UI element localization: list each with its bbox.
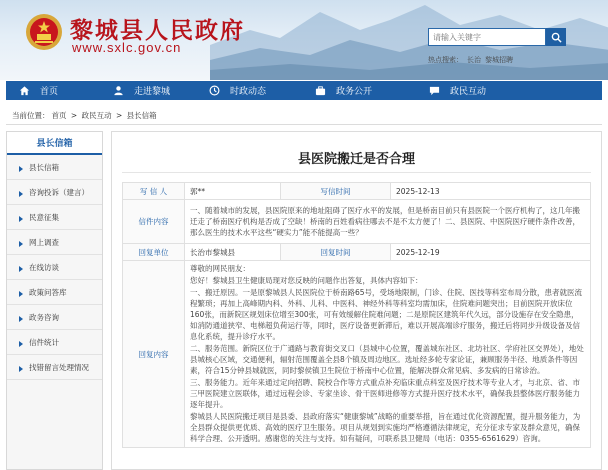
letter-table — [122, 182, 591, 448]
reply-paragraph: 您好！黎城县卫生健康局现对您反映的问题作出答复，具体内容如下： — [190, 276, 423, 285]
letter-content: 一、随着城市的发展，县医院原来的地址阻碍了医疗水平的发展，但是桥南目前只有县医院一个医疗机构了，这几年搬迁走了桥南医疗机构是否成了空缺！桥南的百姓看病往哪去不是不太方便了！二、县医院、中医院医疗硬件条件改善，那么医生的技术水平这些“硬实力”能不能提高一些？ — [185, 200, 591, 244]
reply-paragraph: 一、搬迁原因。一是原黎城县人民医院位于桥南路65号，受场地限制，门诊、住院、医技等科室布局分散，患者就医流程繁琐；再加上高峰期内科、外科、儿科、中医科、神经外科等科室均需加床，住院难问题突出；目前医院开放床位160张，而新院区规划床位增至300张，可有效缓解住院难问题；二是原院区建筑年代久远，部分设施存在安全隐患，如消防通道狭窄、电梯超负荷运行等，同时，医疗设备更新滞后，难以开展高端诊疗服务，搬迁后将同步升级设备及信息化系统，提升诊疗水平。 — [190, 288, 583, 341]
table-row — [123, 183, 591, 200]
date-label: 写信时间 — [281, 183, 391, 200]
reply-date-value: 2025-12-19 — [391, 244, 591, 261]
sidebar-item-mayor-mailbox[interactable]: 县长信箱 — [7, 155, 102, 180]
reply-unit-label: 回复单位 — [123, 244, 185, 261]
site-title: 黎城县人民政府 — [70, 17, 245, 44]
table-row — [123, 261, 591, 448]
national-emblem-icon — [24, 12, 64, 52]
nav-item-about[interactable] — [100, 81, 196, 100]
breadcrumb-link[interactable]: 首页 — [51, 111, 67, 120]
nav-item-home[interactable] — [6, 81, 100, 100]
hot-search — [428, 55, 517, 65]
reply-content-label: 回复内容 — [123, 261, 185, 448]
letter-panel — [111, 131, 602, 470]
briefcase-icon — [314, 85, 326, 97]
nav-label: 首页 — [40, 87, 59, 97]
hot-search-label: 热点搜索： — [428, 56, 463, 64]
breadcrumb — [12, 110, 159, 121]
home-icon — [18, 85, 30, 97]
reply-paragraph: 黎城县人民医院搬迁项目是县委、县政府落实“健康黎城”战略的重要举措，旨在通过优化资源配置，提升服务能力，为全县群众提供更优质、高效的医疗卫生服务。项目从规划到实施均严格遵循法律规定，充分征求专家及群众意见，确保科学合理、公开透明。感谢您的关注与支持。如有疑问，可联系县卫健局（电话：0355-6561629）咨询。 — [190, 412, 581, 443]
page-title: 县医院搬迁是否合理 — [297, 152, 415, 167]
writer-value: 郭** — [185, 183, 281, 200]
divider — [6, 124, 602, 125]
search-input[interactable] — [428, 28, 546, 46]
sidebar-item-statistics[interactable]: 信件统计 — [7, 330, 102, 355]
table-row — [123, 244, 591, 261]
content-label: 信件内容 — [123, 200, 185, 244]
sidebar-item-policy-qa[interactable]: 政策问答库 — [7, 280, 102, 305]
sidebar-item-opinion[interactable]: 民意征集 — [7, 205, 102, 230]
breadcrumb-prefix: 当前位置： — [12, 111, 50, 120]
reply-unit-value: 长治市黎城县 — [185, 244, 281, 261]
sidebar-item-interview[interactable]: 在线访谈 — [7, 255, 102, 280]
divider — [122, 172, 591, 173]
breadcrumb-separator: > — [70, 111, 78, 120]
hot-term[interactable]: 黎城招聘 — [485, 56, 513, 64]
clock-icon — [208, 85, 220, 97]
date-value: 2025-12-13 — [391, 183, 591, 200]
hot-term[interactable]: 长治 — [467, 56, 481, 64]
nav-label: 时政动态 — [230, 87, 267, 97]
search-button[interactable] — [546, 28, 566, 46]
chat-icon — [428, 85, 440, 97]
reply-content — [185, 261, 591, 448]
reply-paragraph: 尊敬的网民朋友： — [190, 264, 250, 273]
site-header — [0, 0, 608, 80]
table-row — [123, 200, 591, 244]
search-icon — [551, 32, 562, 43]
reply-paragraph: 二、服务范围。新院区位于广通路与教育街交叉口（县城中心位置，覆盖城东社区、北坊社区、学府社区交界处），地处县城核心区域，交通便利，辐射范围覆盖全县8个镇及周边地区。选址经多轮专家论证，兼顾服务半径、地质条件等因素，符合15分钟县城就医，同时黎侯镇卫生院位于桥南中心位置，能解决群众常见病、多发病的日常诊治。 — [190, 344, 584, 375]
sidebar-item-complaint[interactable]: 咨询投诉（建言） — [7, 180, 102, 205]
writer-label: 写 信 人 — [123, 183, 185, 200]
nav-label: 政民互动 — [450, 87, 487, 97]
reply-paragraph: 三、服务能力。近年来通过定向招聘、院校合作等方式重点补充临床重点科室及医疗技术等专业人才，与北京、省、市三甲医院建立医联体，通过远程会诊、专家坐诊、骨干医师进修等方式提升医疗技术水平，确保我县整体医疗服务能力逐年提升。 — [190, 378, 580, 409]
nav-item-public[interactable] — [302, 81, 416, 100]
breadcrumb-separator: > — [115, 111, 123, 120]
nav-label: 政务公开 — [336, 87, 373, 97]
nav-label: 走进黎城 — [134, 87, 171, 97]
main-nav — [6, 81, 602, 100]
sidebar-item-survey[interactable]: 网上调查 — [7, 230, 102, 255]
reply-date-label: 回复时间 — [281, 244, 391, 261]
sidebar-title: 县长信箱 — [7, 132, 102, 155]
sidebar — [6, 131, 103, 470]
user-icon — [112, 85, 124, 97]
nav-item-news[interactable] — [196, 81, 302, 100]
site-url: www.sxlc.gov.cn — [72, 40, 182, 55]
sidebar-item-consult[interactable]: 政务咨询 — [7, 305, 102, 330]
nav-item-interaction[interactable] — [416, 81, 526, 100]
sidebar-item-error-report[interactable]: 找错留言处理情况 — [7, 355, 102, 380]
breadcrumb-link[interactable]: 政民互动 — [81, 111, 112, 120]
breadcrumb-link[interactable]: 县长信箱 — [126, 111, 157, 120]
